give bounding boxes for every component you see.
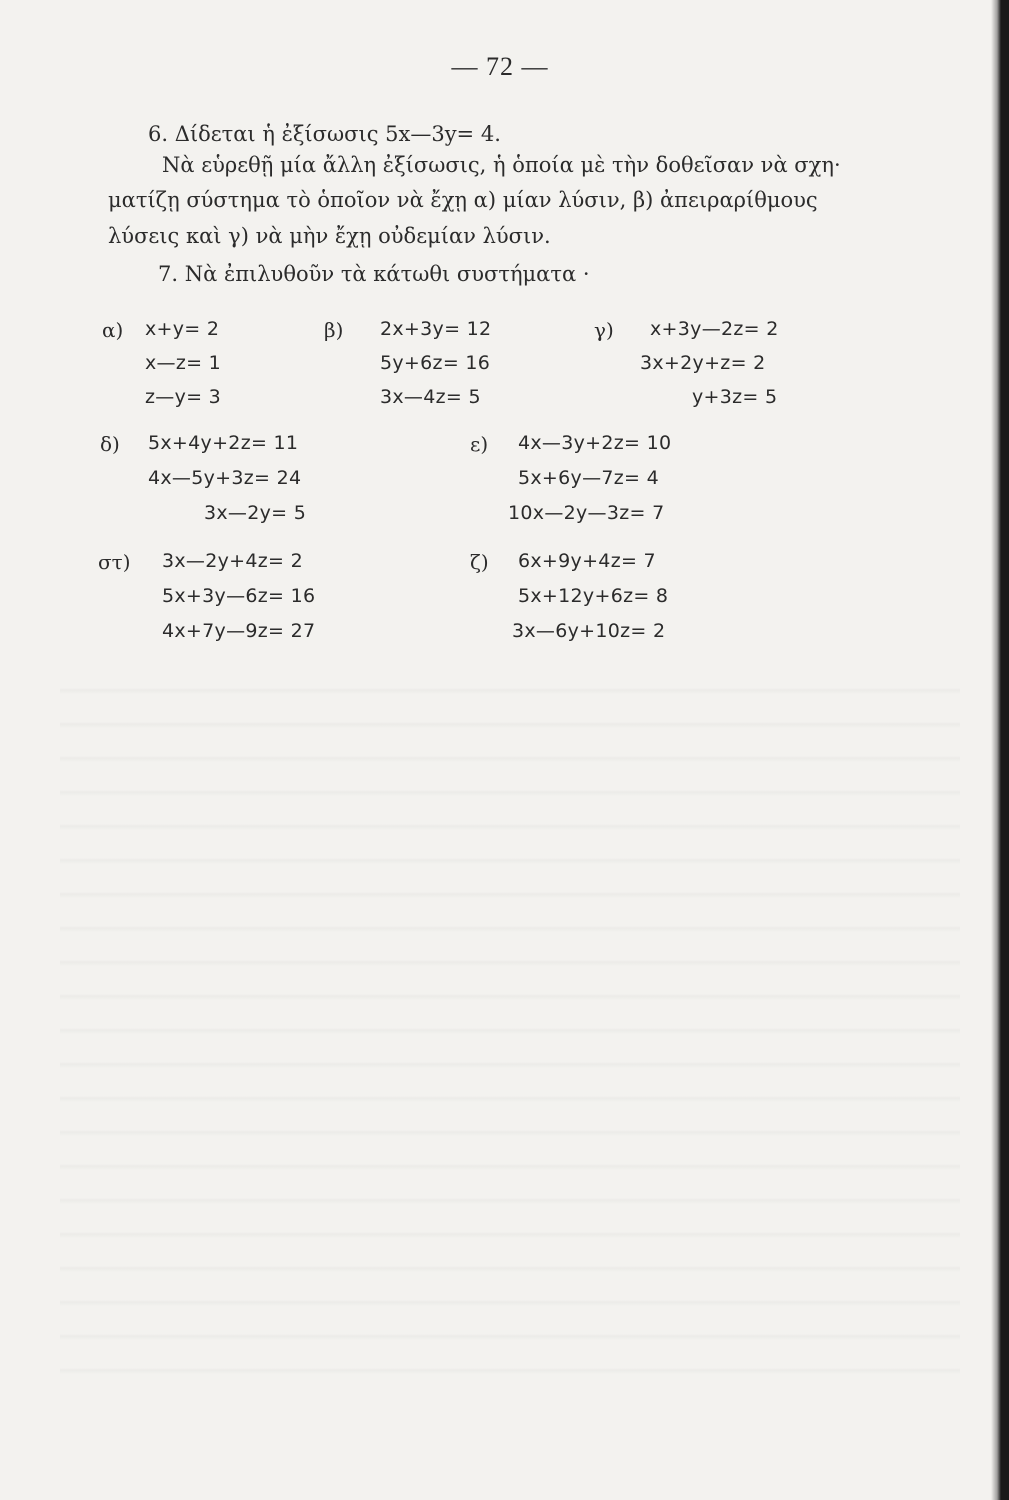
system-label: γ) xyxy=(594,318,614,342)
equation: 5y+6z= 16 xyxy=(380,352,491,374)
equation: 3x—2y+4z= 2 xyxy=(162,550,303,572)
exercise-6-line-1: Νὰ εὑρεθῇ μία ἄλλη ἐξίσωσις, ἡ ὁποία μὲ τὴν δοθεῖσαν νὰ σχη· xyxy=(162,153,841,177)
exercise-6-statement: 6. Δίδεται ἡ ἐξίσωσις 5x—3y= 4. xyxy=(148,122,501,146)
equation: 5x+6y—7z= 4 xyxy=(518,467,659,489)
equation: 3x+2y+z= 2 xyxy=(640,352,766,374)
equation: 4x+7y—9z= 27 xyxy=(162,620,316,642)
equation: 6x+9y+4z= 7 xyxy=(518,550,656,572)
equation: 3x—4z= 5 xyxy=(380,386,481,408)
equation: 4x—3y+2z= 10 xyxy=(518,432,672,454)
equation: 10x—2y—3z= 7 xyxy=(508,502,665,524)
system-label: στ) xyxy=(98,550,131,574)
equation: 3x—2y= 5 xyxy=(204,502,307,524)
system-label: β) xyxy=(324,318,344,342)
exercise-6-line-2: ματίζῃ σύστημα τὸ ὁποῖον νὰ ἔχῃ α) μίαν λύσιν, β) ἀπειραρίθμους xyxy=(108,188,818,212)
equation: 2x+3y= 12 xyxy=(380,318,492,340)
system-label: ζ) xyxy=(470,550,489,574)
equation: y+3z= 5 xyxy=(692,386,778,408)
page-number: — 72 — xyxy=(451,52,549,81)
system-label: α) xyxy=(102,318,124,342)
equation: 5x+12y+6z= 8 xyxy=(518,585,669,607)
equation: 4x—5y+3z= 24 xyxy=(148,467,302,489)
bleed-through-texture xyxy=(60,660,960,1400)
equation: 5x+3y—6z= 16 xyxy=(162,585,316,607)
equation: x+y= 2 xyxy=(145,318,220,340)
equation: x—z= 1 xyxy=(145,352,222,374)
equation: z—y= 3 xyxy=(145,386,222,408)
equation: 5x+4y+2z= 11 xyxy=(148,432,299,454)
system-label: ε) xyxy=(470,432,489,456)
equation: x+3y—2z= 2 xyxy=(650,318,779,340)
system-label: δ) xyxy=(100,432,120,456)
exercise-6-line-3: λύσεις καὶ γ) νὰ μὴν ἔχῃ οὐδεμίαν λύσιν. xyxy=(108,224,551,248)
page-edge-shadow xyxy=(991,0,1009,1500)
exercise-7-statement: 7. Νὰ ἐπιλυθοῦν τὰ κάτωθι συστήματα · xyxy=(158,262,590,286)
equation: 3x—6y+10z= 2 xyxy=(512,620,666,642)
